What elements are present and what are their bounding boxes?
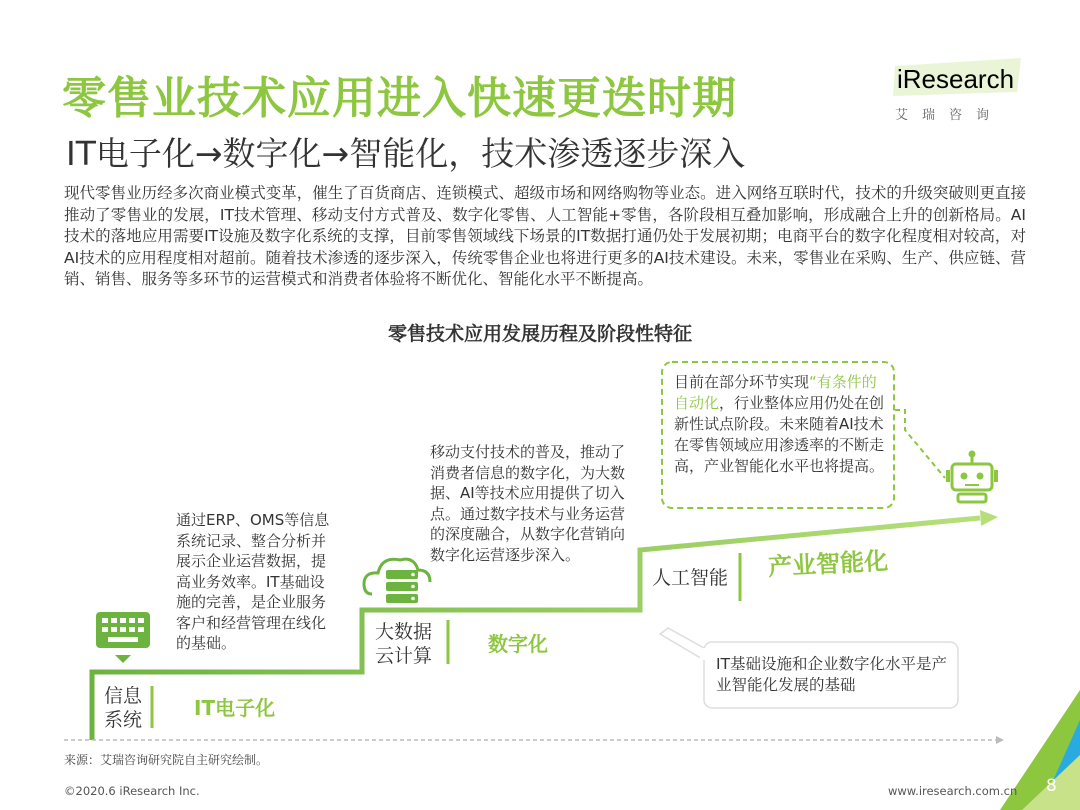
callout-connector <box>895 410 945 478</box>
ai-status-text <box>674 372 886 477</box>
stage1-label: IT电子化 <box>194 696 276 720</box>
ai-status-prefix: 目前在部分环节实现 <box>674 373 810 391</box>
timeline-arrow <box>996 736 1004 744</box>
stage2-tech <box>375 620 432 668</box>
stage1-tech-line2: 系统 <box>104 709 143 731</box>
logo-brand: iResearch <box>897 64 1015 94</box>
stage1-tech <box>104 684 142 732</box>
page-title: 零售业技术应用进入快速更迭时期 <box>62 73 737 124</box>
keyboard-icon <box>96 612 150 663</box>
ai-status-highlight: “有条件的自动化 <box>674 373 877 412</box>
cloud-server-icon <box>364 559 430 603</box>
stage2-note: 移动支付技术的普及，推动了消费者信息的数字化，为大数据、AI等技术应用提供了切入点。通过数字技术与业务运营的深度融合，从数字化营销向数字化运营逐步深入。 <box>430 443 626 564</box>
logo-chinese: 艾瑞咨询 <box>895 108 1004 123</box>
stage3-label: 产业智能化 <box>767 546 889 582</box>
stage3-tech: 人工智能 <box>652 567 729 589</box>
stair-arrowhead <box>980 510 998 526</box>
source-note: 来源：艾瑞咨询研究院自主研究绘制。 <box>64 753 269 767</box>
diagram-title: 零售技术应用发展历程及阶段性特征 <box>387 323 692 345</box>
stage2-tech-line2: 云计算 <box>375 645 433 667</box>
intro-paragraph: 现代零售业历经多次商业模式变革，催生了百货商店、连锁模式、超级市场和网络购物等业态。进入网络互联时代，技术的升级突破则更直接推动了零售业的发展，IT技术管理、移动支付方式普及、数字化零售、人工智能+零售，各阶段相互叠加影响，形成融合上升的创新格局。AI技术的落地应用需要IT设施及数字化系统的支撑，目前零售领域线下场景的IT数据打通仍处于发展初期；电商平台的数字化程度相对较高，对AI技术的应用程度相对超前。随着技术渗透的逐步深入，传统零售企业也将进行更多的AI技术建设。未来，零售业在采购、生产、供应链、营销、销售、服务等多环节的运营模式和消费者体验将不断优化、智能化水平不断提高。 <box>64 184 1026 288</box>
copyright: ©2020.6 iResearch Inc. <box>64 784 200 798</box>
stage1-tech-line1: 信息 <box>104 685 143 707</box>
robot-icon <box>946 451 998 503</box>
ai-status-suffix: ，行业整体应用仍处在创新性试点阶段。未来随着AI技术在零售领域应用渗透率的不断走高，产业智能化水平也将提高。 <box>674 394 885 475</box>
basis-text: IT基础设施和企业数字化水平是产业智能化发展的基础 <box>716 655 948 694</box>
page-subtitle: IT电子化→数字化→智能化，技术渗透逐步深入 <box>66 134 746 173</box>
stage1-note: 通过ERP、OMS等信息系统记录、整合分析并展示企业运营数据，提高业务效率。IT基础设施的完善，是企业服务客户和经营管理在线化的基础。 <box>176 511 330 652</box>
website-link[interactable]: www.iresearch.com.cn <box>888 784 1018 798</box>
stage2-tech-line1: 大数据 <box>375 621 433 643</box>
stage2-label: 数字化 <box>488 632 548 656</box>
page-number: 8 <box>1046 776 1057 796</box>
